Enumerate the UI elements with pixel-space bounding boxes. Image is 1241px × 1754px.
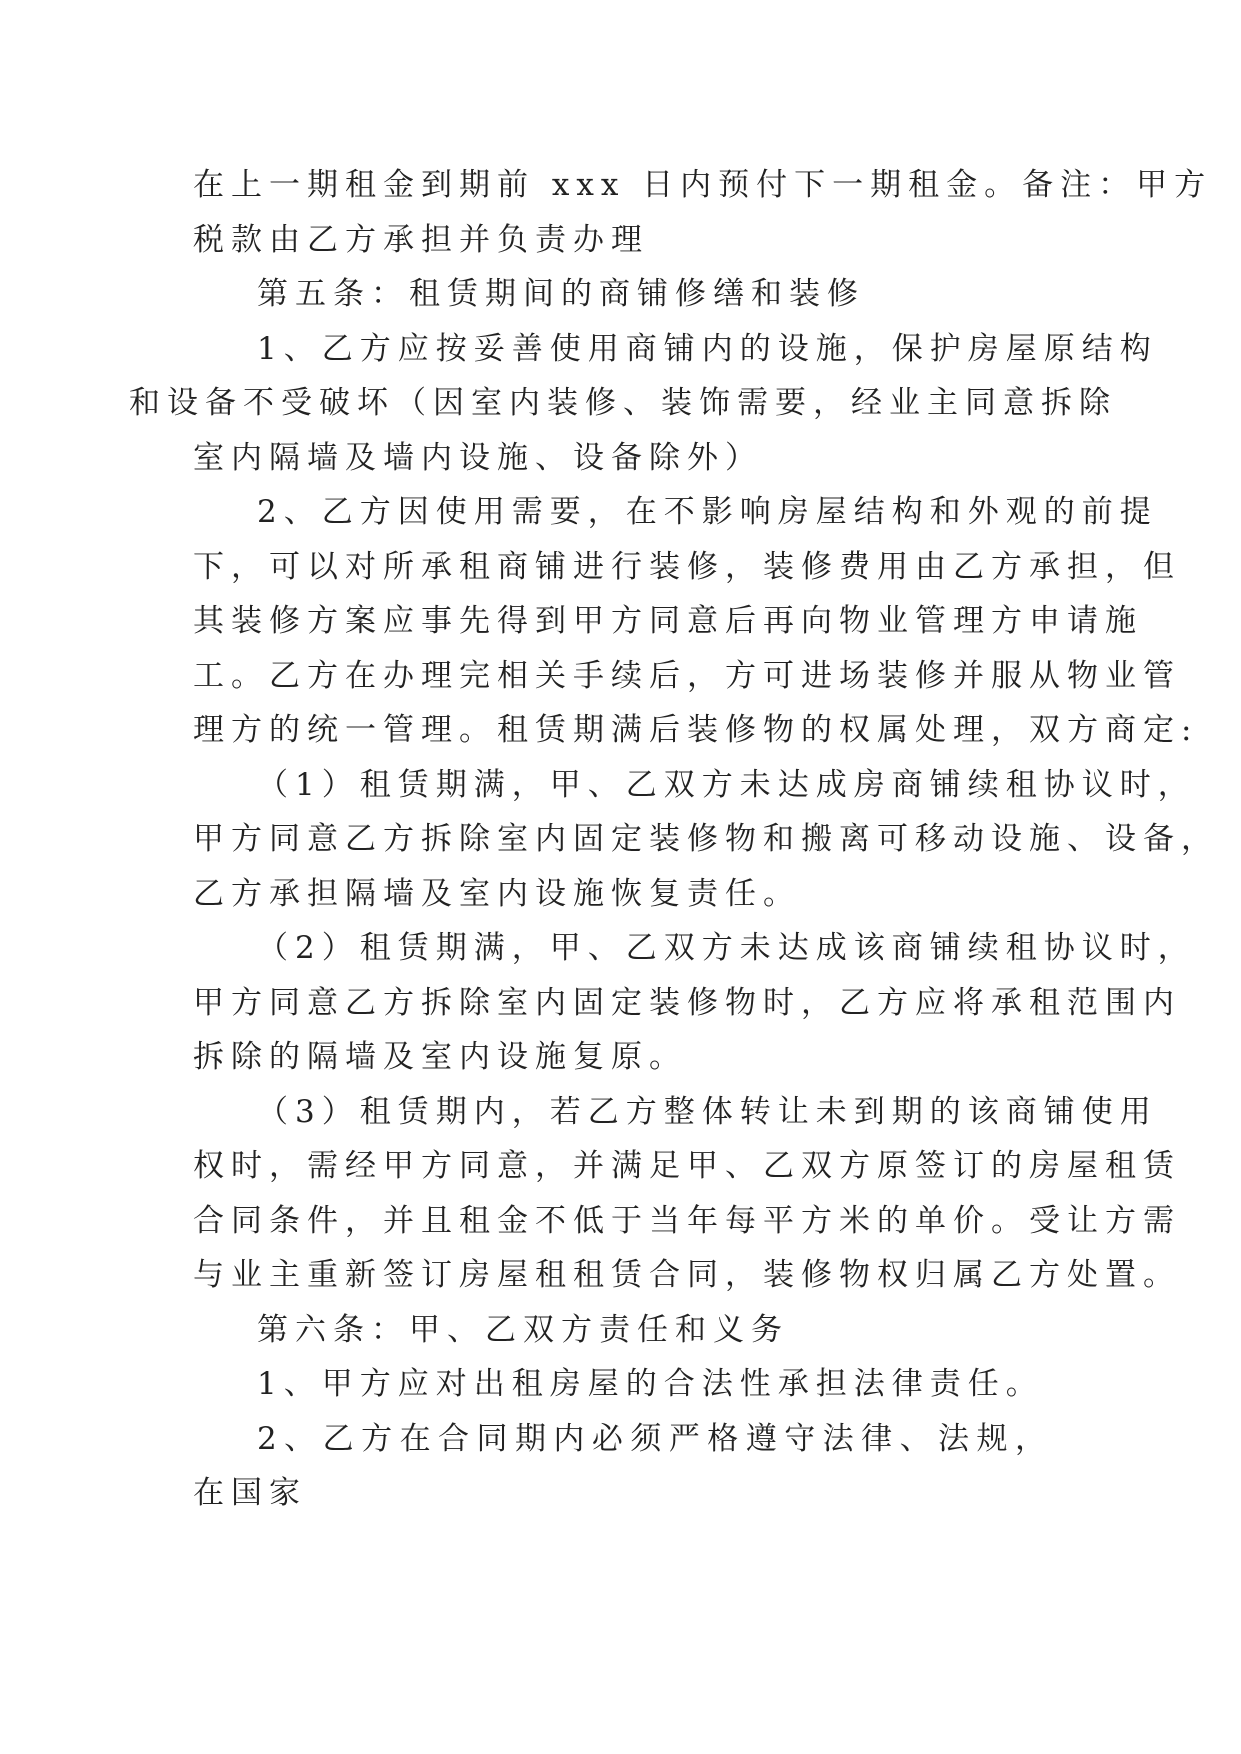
text-line: 和设备不受破坏（因室内装修、装饰需要，经业主同意拆除 [129,385,1117,421]
paragraph-rent-payment [193,158,1213,267]
text-line: 在上一期租金到期前 xxx 日内预付下一期租金。备注：甲方 [193,167,1213,203]
text-line: 工。乙方在办理完相关手续后，方可进场装修并服从物业管 [193,657,1181,694]
paragraph-clause-1 [129,322,1158,486]
article-6-heading [193,1303,1053,1358]
text-line: （3）租赁期内，若乙方整体转让未到期的该商铺使用 [257,1093,1158,1130]
text-line: 第五条：租赁期间的商铺修缮和装修 [257,276,865,312]
paragraph-clause-2 [193,485,1199,758]
text-line: 与业主重新签订房屋租租赁合同，装修物权归属乙方处置。 [193,1257,1181,1293]
text-line: 税款由乙方承担并负责办理 [193,221,649,258]
text-line: 2、乙方因使用需要，在不影响房屋结构和外观的前提 [257,494,1158,530]
paragraph-sub-1 [193,758,1219,922]
text-line: 乙方承担隔墙及室内设施恢复责任。 [193,875,801,912]
text-line: 第六条：甲、乙双方责任和义务 [257,1311,789,1348]
text-line: 权时，需经甲方同意，并满足甲、乙双方原签订的房屋租赁 [193,1148,1181,1184]
text-line: （2）租赁期满，甲、乙双方未达成该商铺续租协议时， [257,930,1196,966]
article-5-heading [193,267,1053,322]
text-line: （1）租赁期满，甲、乙双方未达成房商铺续租协议时， [257,766,1196,803]
text-line: 合同条件，并且租金不低于当年每平方米的单价。受让方需 [193,1202,1181,1239]
text-line: 2、乙方在合同期内必须严格遵守法律、法规，在国家 [193,1420,1053,1511]
text-line: 其装修方案应事先得到甲方同意后再向物业管理方申请施 [193,603,1143,639]
text-line: 下，可以对所承租商铺进行装修，装修费用由乙方承担，但 [193,548,1181,585]
paragraph-duty-2 [193,1412,1053,1521]
text-line: 1、甲方应对出租房屋的合法性承担法律责任。 [257,1366,1044,1402]
document-page [129,158,1219,1521]
paragraph-sub-2 [193,921,1196,1085]
paragraph-duty-1 [193,1357,1053,1412]
text-line: 甲方同意乙方拆除室内固定装修物时，乙方应将承租范围内 [193,984,1181,1021]
text-line: 拆除的隔墙及室内设施复原。 [193,1039,687,1075]
text-line: 理方的统一管理。租赁期满后装修物的权属处理，双方商定: [193,712,1199,748]
paragraph-sub-3 [193,1085,1181,1303]
text-line: 1、乙方应按妥善使用商铺内的设施，保护房屋原结构 [257,330,1158,367]
text-line: 室内隔墙及墙内设施、设备除外） [193,439,763,476]
text-line: 甲方同意乙方拆除室内固定装修物和搬离可移动设施、设备， [193,821,1219,857]
